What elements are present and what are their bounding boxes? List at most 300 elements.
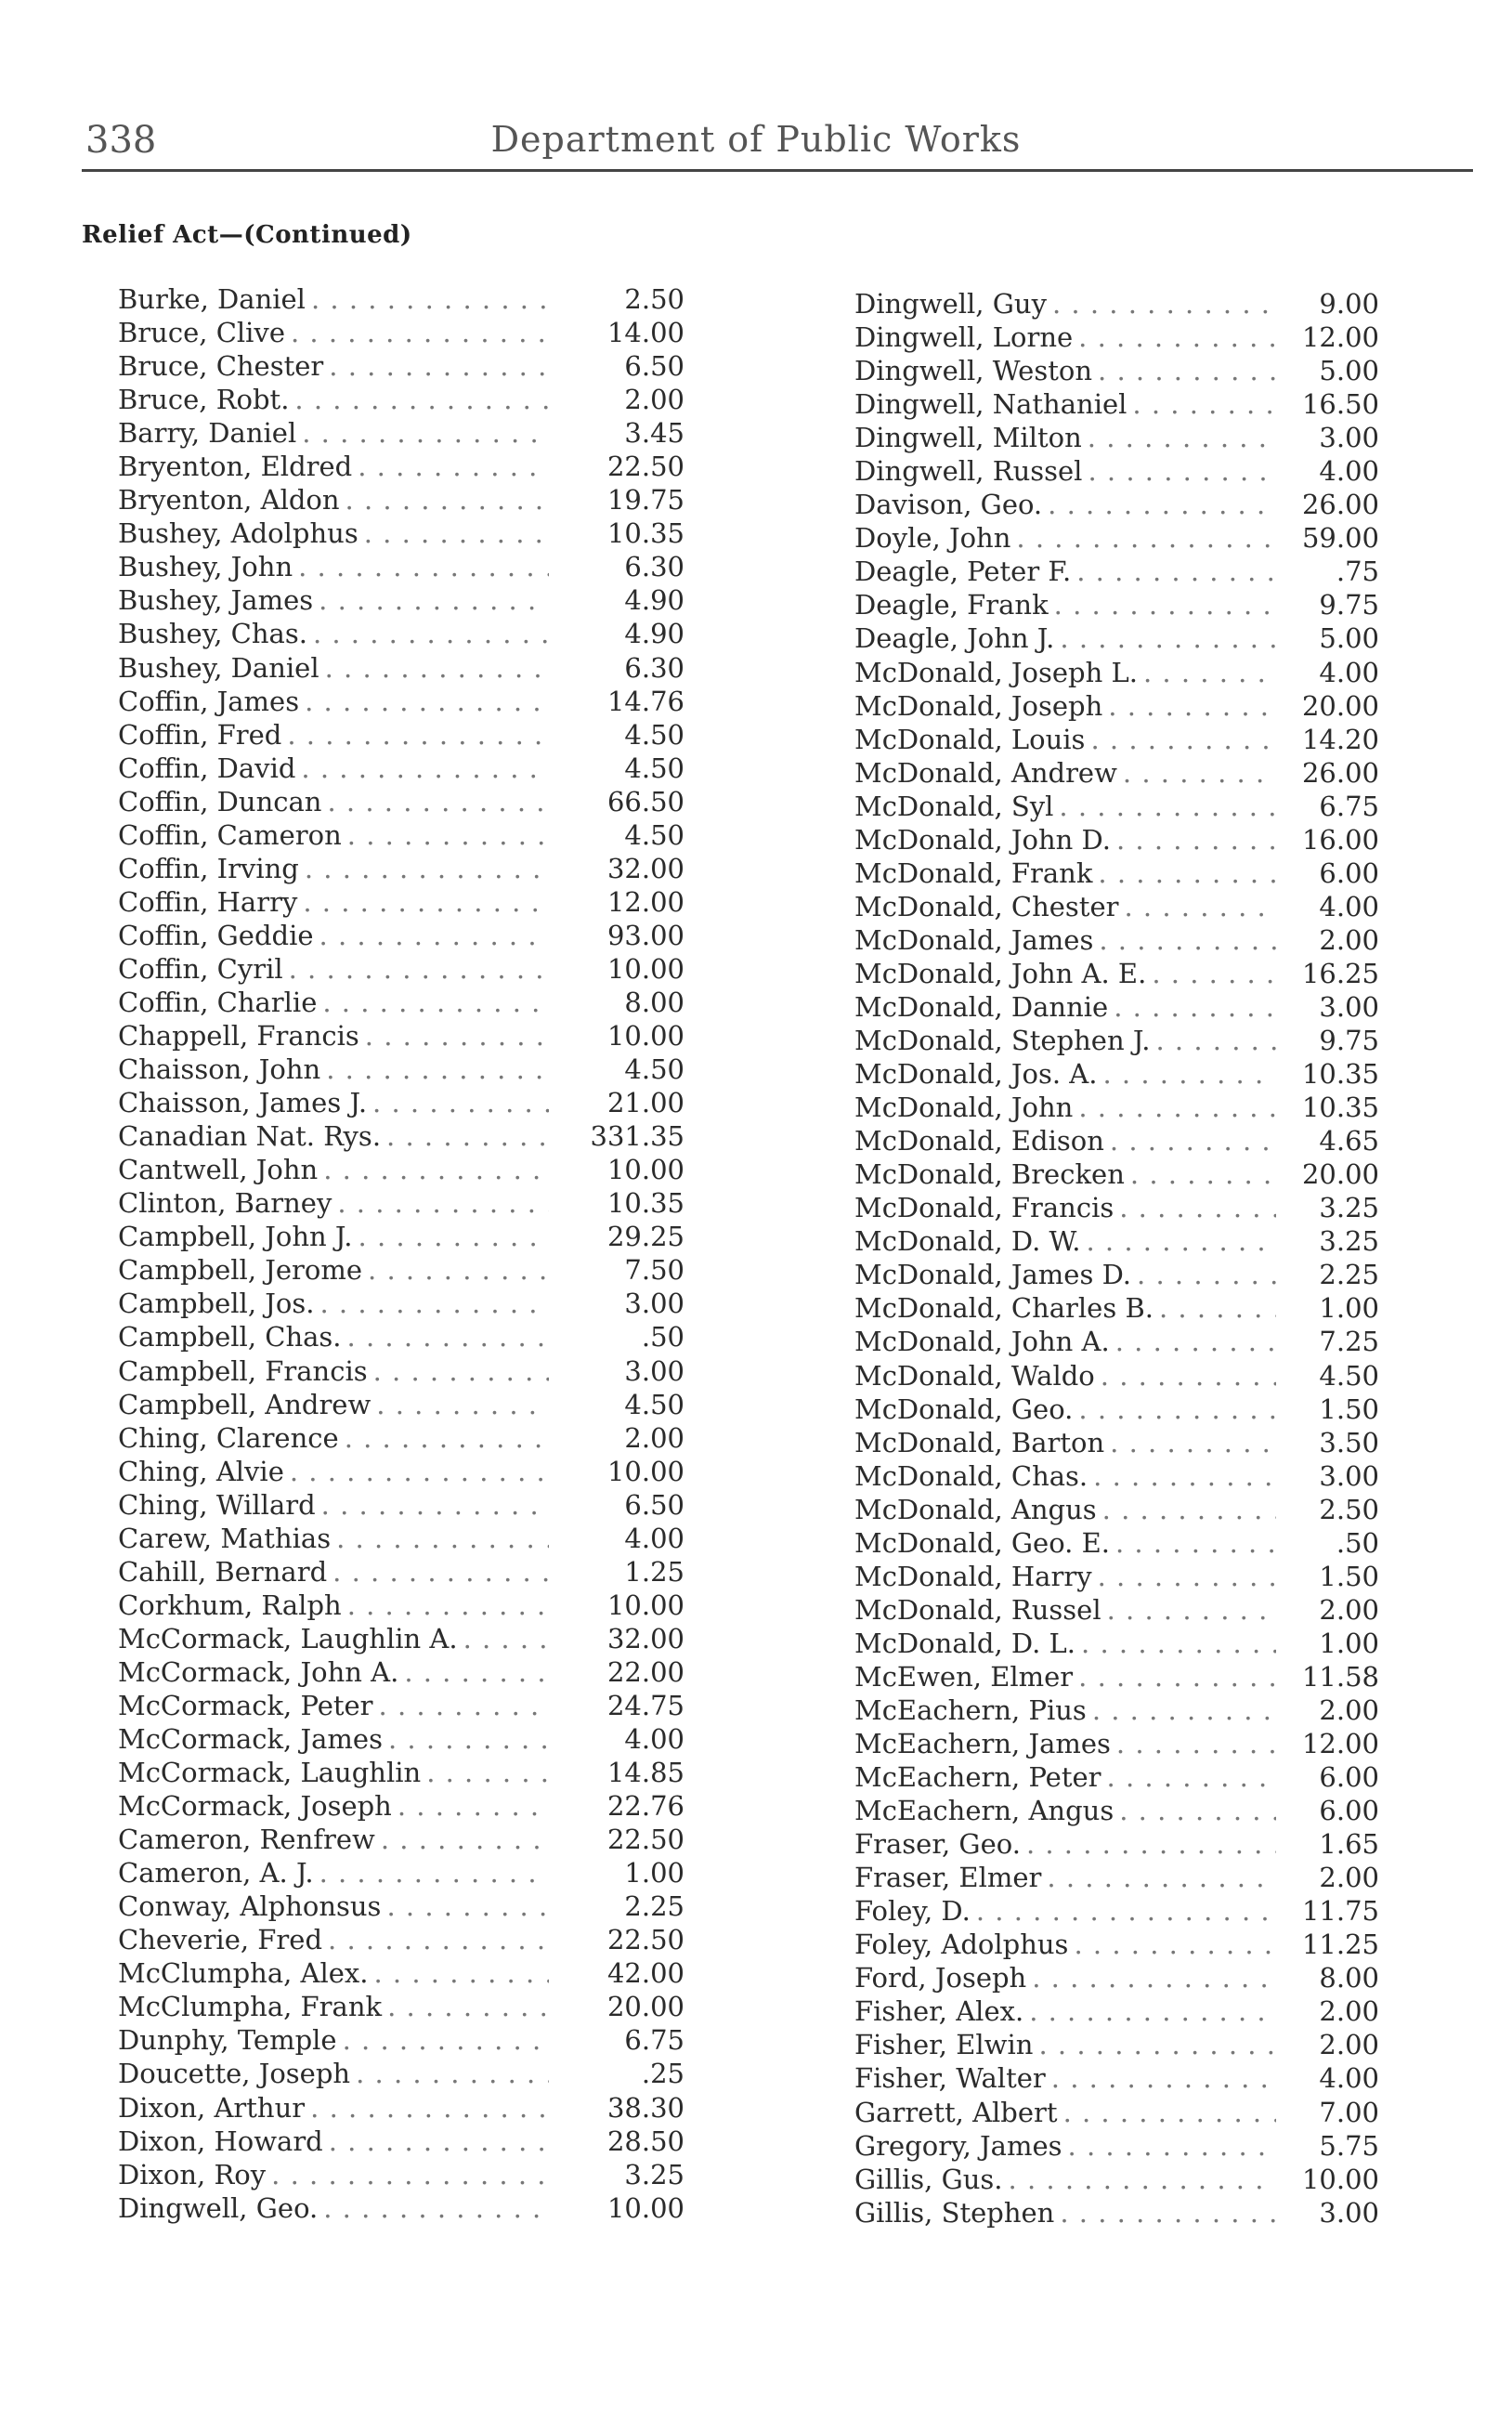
payment-amount: 59.00 [1301, 522, 1379, 555]
payee-name: Doucette, Joseph [118, 2058, 351, 2090]
ledger-row [118, 853, 694, 886]
ledger-entry-label [118, 1053, 554, 1085]
dot-leader [325, 652, 549, 684]
dot-leader [1088, 455, 1276, 487]
dot-leader [289, 953, 549, 985]
ledger-entry-label [118, 1187, 554, 1219]
payment-amount: 10.00 [606, 1154, 684, 1186]
payee-name: McEachern, James [854, 1728, 1111, 1760]
ledger-entry-label [854, 2164, 1282, 2195]
payment-amount: 10.00 [606, 2191, 684, 2224]
dot-leader [1132, 388, 1276, 420]
dot-leader [332, 1556, 549, 1588]
ledger-entry-label [854, 857, 1282, 889]
payment-amount: 3.00 [624, 1288, 684, 1320]
payee-name: Dixon, Howard [118, 2125, 323, 2157]
payment-amount: 2.50 [624, 283, 684, 315]
dot-leader [1052, 288, 1276, 320]
ledger-row [118, 953, 694, 987]
ledger-row [854, 1025, 1379, 1058]
payee-name: Foley, D. [854, 1895, 971, 1928]
payee-name: Ching, Clarence [118, 1421, 339, 1454]
dot-leader [1048, 489, 1276, 520]
payee-name: Deagle, Peter F. [854, 556, 1072, 588]
payment-amount: 5.00 [1319, 355, 1379, 387]
ledger-row [118, 886, 694, 920]
payee-name: Gillis, Gus. [854, 2163, 1003, 2195]
payment-amount: 14.85 [606, 1757, 684, 1789]
ledger-row [854, 2164, 1379, 2197]
dot-leader [364, 517, 549, 549]
payee-name: McDonald, James D. [854, 1259, 1132, 1291]
ledger-entry-label [118, 652, 554, 684]
ledger-row [854, 2130, 1379, 2164]
ledger-entry-label [854, 321, 1282, 353]
payment-amount: 4.50 [624, 718, 684, 751]
dot-leader [1051, 2062, 1276, 2094]
ledger-entry-label [854, 1259, 1282, 1290]
payee-name: Dunphy, Temple [118, 2024, 337, 2057]
ledger-entry-label [854, 1225, 1282, 1257]
ledger-entry-label [118, 1489, 554, 1521]
payment-amount: 8.00 [624, 986, 684, 1018]
dot-leader [386, 1890, 549, 1922]
dot-leader [1009, 2164, 1276, 2195]
ledger-entry-label [854, 2029, 1282, 2060]
ledger-entry-label [854, 489, 1282, 520]
dot-leader [326, 1053, 549, 1085]
dot-leader [1102, 1058, 1276, 1090]
dot-leader [1116, 1728, 1276, 1759]
payee-name: McDonald, James [854, 923, 1094, 956]
ledger-entry-label [854, 991, 1282, 1023]
payment-amount: 14.76 [606, 685, 684, 717]
ledger-row [118, 417, 694, 451]
payee-name: McDonald, Barton [854, 1426, 1105, 1458]
payee-name: Gregory, James [854, 2129, 1062, 2162]
dot-leader [301, 752, 549, 784]
payee-name: McClumpha, Frank [118, 1991, 383, 2023]
dot-leader [323, 2192, 549, 2224]
ledger-row [854, 1694, 1379, 1728]
dot-leader [298, 551, 549, 582]
dot-leader [1074, 1929, 1276, 1960]
ledger-row [854, 2097, 1379, 2130]
payee-name: McCormack, Laughlin [118, 1757, 422, 1789]
ledger-row [854, 857, 1379, 891]
ledger-row [854, 724, 1379, 757]
ledger-entry-label [118, 1690, 554, 1721]
ledger-entry-label [118, 1589, 554, 1621]
ledger-row [854, 522, 1379, 556]
dot-leader [1059, 791, 1276, 822]
ledger-entry-label [118, 752, 554, 784]
dot-leader [358, 1221, 549, 1252]
ledger-row [854, 1058, 1379, 1092]
payment-amount: 14.00 [606, 317, 684, 349]
ledger-entry-label [118, 786, 554, 817]
dot-leader [1130, 1158, 1276, 1190]
dot-leader [271, 2159, 549, 2190]
dot-leader [1076, 556, 1276, 587]
ledger-row [118, 1254, 694, 1288]
payee-name: McDonald, Waldo [854, 1359, 1095, 1392]
payee-name: McEwen, Elmer [854, 1660, 1074, 1693]
payment-amount: 1.50 [1319, 1560, 1379, 1592]
ledger-row [854, 2197, 1379, 2230]
ledger-row [118, 819, 694, 853]
ledger-row [854, 1895, 1379, 1929]
ledger-entry-label [854, 1594, 1282, 1626]
ledger-row [854, 489, 1379, 522]
running-head: Department of Public Works [490, 119, 1022, 160]
payment-amount: 6.30 [624, 651, 684, 684]
ledger-row [118, 1389, 694, 1422]
dot-leader [426, 1757, 549, 1788]
payee-name: McDonald, D. L. [854, 1627, 1076, 1659]
ledger-row [854, 288, 1379, 321]
payee-name: Ching, Willard [118, 1488, 316, 1521]
payment-amount: 4.00 [624, 1723, 684, 1756]
ledger-row [118, 752, 694, 786]
payment-amount: 4.00 [1319, 2062, 1379, 2095]
payment-amount: 6.50 [624, 350, 684, 383]
payment-amount: 6.75 [1319, 790, 1379, 822]
payee-name: Chaisson, James J. [118, 1087, 368, 1119]
ledger-row [854, 1628, 1379, 1661]
ledger-entry-label [854, 2062, 1282, 2094]
payee-name: Bruce, Robt. [118, 384, 290, 416]
dot-leader [374, 1957, 550, 1989]
payee-name: Bushey, James [118, 584, 314, 617]
dot-leader [302, 417, 549, 449]
payment-amount: 7.50 [624, 1254, 684, 1287]
ledger-entry-label [854, 422, 1282, 453]
ledger-entry-label [118, 384, 554, 415]
payment-amount: 22.00 [606, 1655, 684, 1688]
ledger-entry-label [854, 924, 1282, 956]
ledger-row [118, 1824, 694, 1857]
ledger-entry-label [854, 1628, 1282, 1659]
ledger-row [118, 484, 694, 517]
payee-name: McDonald, Angus [854, 1493, 1097, 1525]
ledger-row [118, 1957, 694, 1991]
payee-name: Gillis, Stephen [854, 2196, 1055, 2229]
payee-name: McDonald, Chester [854, 890, 1119, 922]
dot-leader [1152, 958, 1276, 989]
dot-leader [1115, 1527, 1276, 1559]
dot-leader [356, 2058, 549, 2089]
payee-name: Garrett, Albert [854, 2096, 1058, 2128]
payee-name: Cameron, A. J. [118, 1857, 314, 1889]
ledger-row [854, 757, 1379, 791]
ledger-row [118, 2092, 694, 2125]
ledger-row [854, 388, 1379, 422]
dot-leader [1143, 657, 1276, 688]
payee-name: McDonald, Louis [854, 723, 1086, 755]
payee-name: Fraser, Geo. [854, 1828, 1021, 1861]
payment-amount: 6.00 [1319, 1761, 1379, 1794]
dot-leader [1107, 1594, 1276, 1626]
ledger-row [118, 1656, 694, 1690]
dot-leader [1092, 1694, 1276, 1726]
ledger-entry-label [854, 1828, 1282, 1860]
ledger-row [118, 551, 694, 584]
dot-leader [372, 1087, 549, 1118]
ledger-row [854, 1862, 1379, 1895]
payee-name: McDonald, Geo. E. [854, 1526, 1110, 1559]
dot-leader [381, 1824, 549, 1855]
dot-leader [294, 384, 549, 415]
ledger-entry-label [118, 920, 554, 951]
payee-name: Dixon, Arthur [118, 2091, 306, 2124]
dot-leader [1087, 1225, 1277, 1257]
payment-amount: 4.50 [1319, 1359, 1379, 1392]
payee-name: Coffin, David [118, 752, 296, 784]
ledger-entry-label [854, 824, 1282, 856]
ledger-row [854, 1360, 1379, 1393]
payee-name: Deagle, Frank [854, 589, 1049, 621]
payee-name: McEachern, Pius [854, 1693, 1087, 1726]
ledger-entry-label [854, 1292, 1282, 1324]
payment-amount: 24.75 [606, 1689, 684, 1721]
ledger-row [118, 2192, 694, 2226]
payment-amount: 20.00 [1301, 689, 1379, 722]
ledger-row [854, 1795, 1379, 1828]
ledger-entry-label [118, 1154, 554, 1185]
payee-name: McCormack, Joseph [118, 1790, 392, 1823]
payment-amount: 4.50 [624, 752, 684, 784]
dot-leader [323, 1154, 549, 1185]
ledger-entry-label [118, 1656, 554, 1688]
dot-leader [1078, 1661, 1276, 1693]
ledger-entry-label [118, 987, 554, 1018]
payment-amount: 22.76 [606, 1790, 684, 1823]
payee-name: Corkhum, Ralph [118, 1589, 342, 1621]
payment-amount: 93.00 [606, 919, 684, 951]
ledger-row [118, 517, 694, 551]
ledger-row [854, 1728, 1379, 1761]
ledger-entry-label [854, 690, 1282, 722]
payee-name: McDonald, Geo. [854, 1393, 1074, 1425]
dot-leader [345, 484, 549, 516]
payment-amount: 5.00 [1319, 622, 1379, 655]
ledger-entry-label [118, 2125, 554, 2157]
ledger-entry-label [854, 1661, 1282, 1693]
payment-amount: 6.00 [1319, 856, 1379, 889]
payment-amount: 14.20 [1301, 723, 1379, 755]
ledger-row [854, 657, 1379, 690]
payee-name: McDonald, Harry [854, 1560, 1092, 1592]
payment-amount: 12.00 [606, 885, 684, 918]
dot-leader [1098, 857, 1276, 889]
payee-name: Dingwell, Weston [854, 355, 1093, 387]
payment-amount: 4.00 [1319, 890, 1379, 922]
payment-amount: 2.25 [624, 1890, 684, 1923]
ledger-entry-label [854, 1494, 1282, 1525]
ledger-row [118, 987, 694, 1020]
payee-name: Bryenton, Eldred [118, 451, 353, 483]
payment-amount: 21.00 [606, 1087, 684, 1119]
payment-amount: 4.65 [1319, 1125, 1379, 1157]
ledger-row [118, 1991, 694, 2024]
payee-name: McDonald, Jos. A. [854, 1058, 1098, 1091]
ledger-entry-label [118, 2058, 554, 2089]
dot-leader [291, 317, 549, 348]
payment-amount: 1.50 [1319, 1393, 1379, 1425]
ledger-entry-label [118, 1321, 554, 1353]
payment-amount: 2.25 [1319, 1259, 1379, 1291]
ledger-row [854, 1828, 1379, 1862]
payment-amount: 3.25 [1319, 1192, 1379, 1224]
ledger-entry-label [854, 1728, 1282, 1759]
payee-name: Dingwell, Geo. [118, 2191, 319, 2224]
dot-leader [290, 1456, 549, 1487]
payment-amount: 1.00 [624, 1857, 684, 1889]
payee-name: McCormack, John A. [118, 1655, 399, 1688]
payment-amount: 26.00 [1301, 756, 1379, 789]
ledger-entry-label [118, 2092, 554, 2124]
dot-leader [976, 1895, 1276, 1927]
payment-amount: 3.25 [1319, 1225, 1379, 1258]
ledger-row [118, 1288, 694, 1321]
payment-amount: 10.35 [606, 517, 684, 550]
ledger-entry-label [118, 1623, 554, 1654]
ledger-row [854, 958, 1379, 991]
payment-amount: 9.75 [1319, 1025, 1379, 1057]
payee-name: McClumpha, Alex. [118, 1957, 369, 1990]
payee-name: Bruce, Clive [118, 317, 285, 349]
payee-name: Bushey, Chas. [118, 618, 307, 650]
payment-amount: 6.75 [624, 2024, 684, 2057]
payee-name: McDonald, John [854, 1092, 1074, 1124]
dot-leader [398, 1790, 549, 1822]
section-title: Relief Act—(Continued) [82, 221, 412, 249]
ledger-row [118, 283, 694, 317]
ledger-row [854, 924, 1379, 958]
payee-name: Clinton, Barney [118, 1187, 332, 1220]
ledger-entry-label [854, 791, 1282, 822]
payment-amount: 19.75 [606, 484, 684, 516]
ledger-entry-label [118, 417, 554, 449]
ledger-entry-label [854, 958, 1282, 989]
ledger-row [854, 589, 1379, 622]
payment-amount: 22.50 [606, 1924, 684, 1956]
ledger-entry-label [118, 1723, 554, 1755]
dot-leader [1038, 2029, 1276, 2060]
payee-name: Fisher, Alex. [854, 1995, 1024, 2028]
payee-name: Bushey, Daniel [118, 651, 319, 684]
payee-name: Coffin, Geddie [118, 919, 314, 951]
payment-amount: 10.00 [606, 1455, 684, 1487]
payee-name: McDonald, Brecken [854, 1158, 1125, 1191]
ledger-entry-label [854, 2197, 1282, 2229]
ledger-row [854, 824, 1379, 857]
payee-name: Davison, Geo. [854, 489, 1043, 521]
payee-name: Dingwell, Nathaniel [854, 388, 1127, 421]
dot-leader [1098, 1561, 1276, 1592]
ledger-entry-label [118, 317, 554, 348]
ledger-entry-label [118, 1221, 554, 1252]
payee-name: Fraser, Elmer [854, 1862, 1042, 1894]
payment-amount: 32.00 [606, 852, 684, 884]
dot-leader [1101, 1360, 1276, 1392]
ledger-entry-label [118, 853, 554, 884]
ledger-entry-label [854, 1561, 1282, 1592]
payee-name: Campbell, John J. [118, 1221, 353, 1253]
ledger-entry-label [854, 724, 1282, 755]
dot-leader [1124, 891, 1276, 922]
payee-name: McDonald, John D. [854, 823, 1111, 856]
payment-amount: 10.35 [1301, 1092, 1379, 1124]
ledger-entry-label [118, 1991, 554, 2022]
ledger-entry-label [118, 1422, 554, 1454]
payment-amount: 28.50 [606, 2125, 684, 2157]
payee-name: McEachern, Peter [854, 1761, 1101, 1794]
payee-name: Ching, Alvie [118, 1455, 284, 1487]
ledger-row [854, 622, 1379, 656]
ledger-row [854, 1292, 1379, 1326]
ledger-row [118, 1790, 694, 1824]
dot-leader [305, 686, 549, 717]
payee-name: Chaisson, John [118, 1053, 321, 1086]
payment-amount: 10.35 [606, 1187, 684, 1220]
payment-amount: 2.00 [1319, 1693, 1379, 1726]
dot-leader [1032, 1962, 1276, 1994]
ledger-row [118, 1556, 694, 1589]
ledger-entry-label [854, 1460, 1282, 1492]
ledger-entry-label [854, 657, 1282, 688]
dot-leader [1110, 1125, 1276, 1157]
ledger-row [118, 719, 694, 752]
ledger-entry-label [854, 2130, 1282, 2162]
ledger-row [118, 652, 694, 686]
dot-leader [373, 1355, 549, 1387]
dot-leader [1123, 757, 1276, 789]
ledger-entry-label [854, 288, 1282, 320]
ledger-row [854, 422, 1379, 455]
ledger-row [854, 1594, 1379, 1628]
payee-name: McDonald, Dannie [854, 990, 1109, 1023]
ledger-row [854, 1125, 1379, 1158]
dot-leader [1026, 1828, 1276, 1860]
payment-amount: 1.00 [1319, 1292, 1379, 1325]
payee-name: Fisher, Walter [854, 2062, 1046, 2095]
dot-leader [1081, 1628, 1276, 1659]
ledger-row [854, 1527, 1379, 1561]
dot-leader [388, 1723, 549, 1755]
payee-name: Coffin, Cyril [118, 952, 283, 985]
payment-amount: 3.00 [1319, 1459, 1379, 1492]
payment-amount: .50 [1336, 1526, 1379, 1559]
payee-name: McDonald, Syl [854, 790, 1054, 822]
payment-amount: 7.00 [1319, 2096, 1379, 2128]
payee-name: Coffin, James [118, 685, 300, 717]
ledger-entry-label [854, 455, 1282, 487]
dot-leader [404, 1656, 549, 1688]
dot-leader [1078, 1393, 1276, 1425]
payee-name: McCormack, Peter [118, 1689, 373, 1721]
dot-leader [1119, 1192, 1276, 1223]
payee-name: Campbell, Francis [118, 1354, 368, 1387]
ledger-entry-label [118, 1355, 554, 1387]
dot-leader [1047, 1862, 1276, 1893]
dot-leader [1068, 2130, 1276, 2162]
payee-name: Coffin, Cameron [118, 818, 342, 851]
payment-amount: 4.00 [1319, 656, 1379, 688]
payee-name: McDonald, Andrew [854, 756, 1117, 789]
payment-amount: 11.75 [1301, 1895, 1379, 1928]
